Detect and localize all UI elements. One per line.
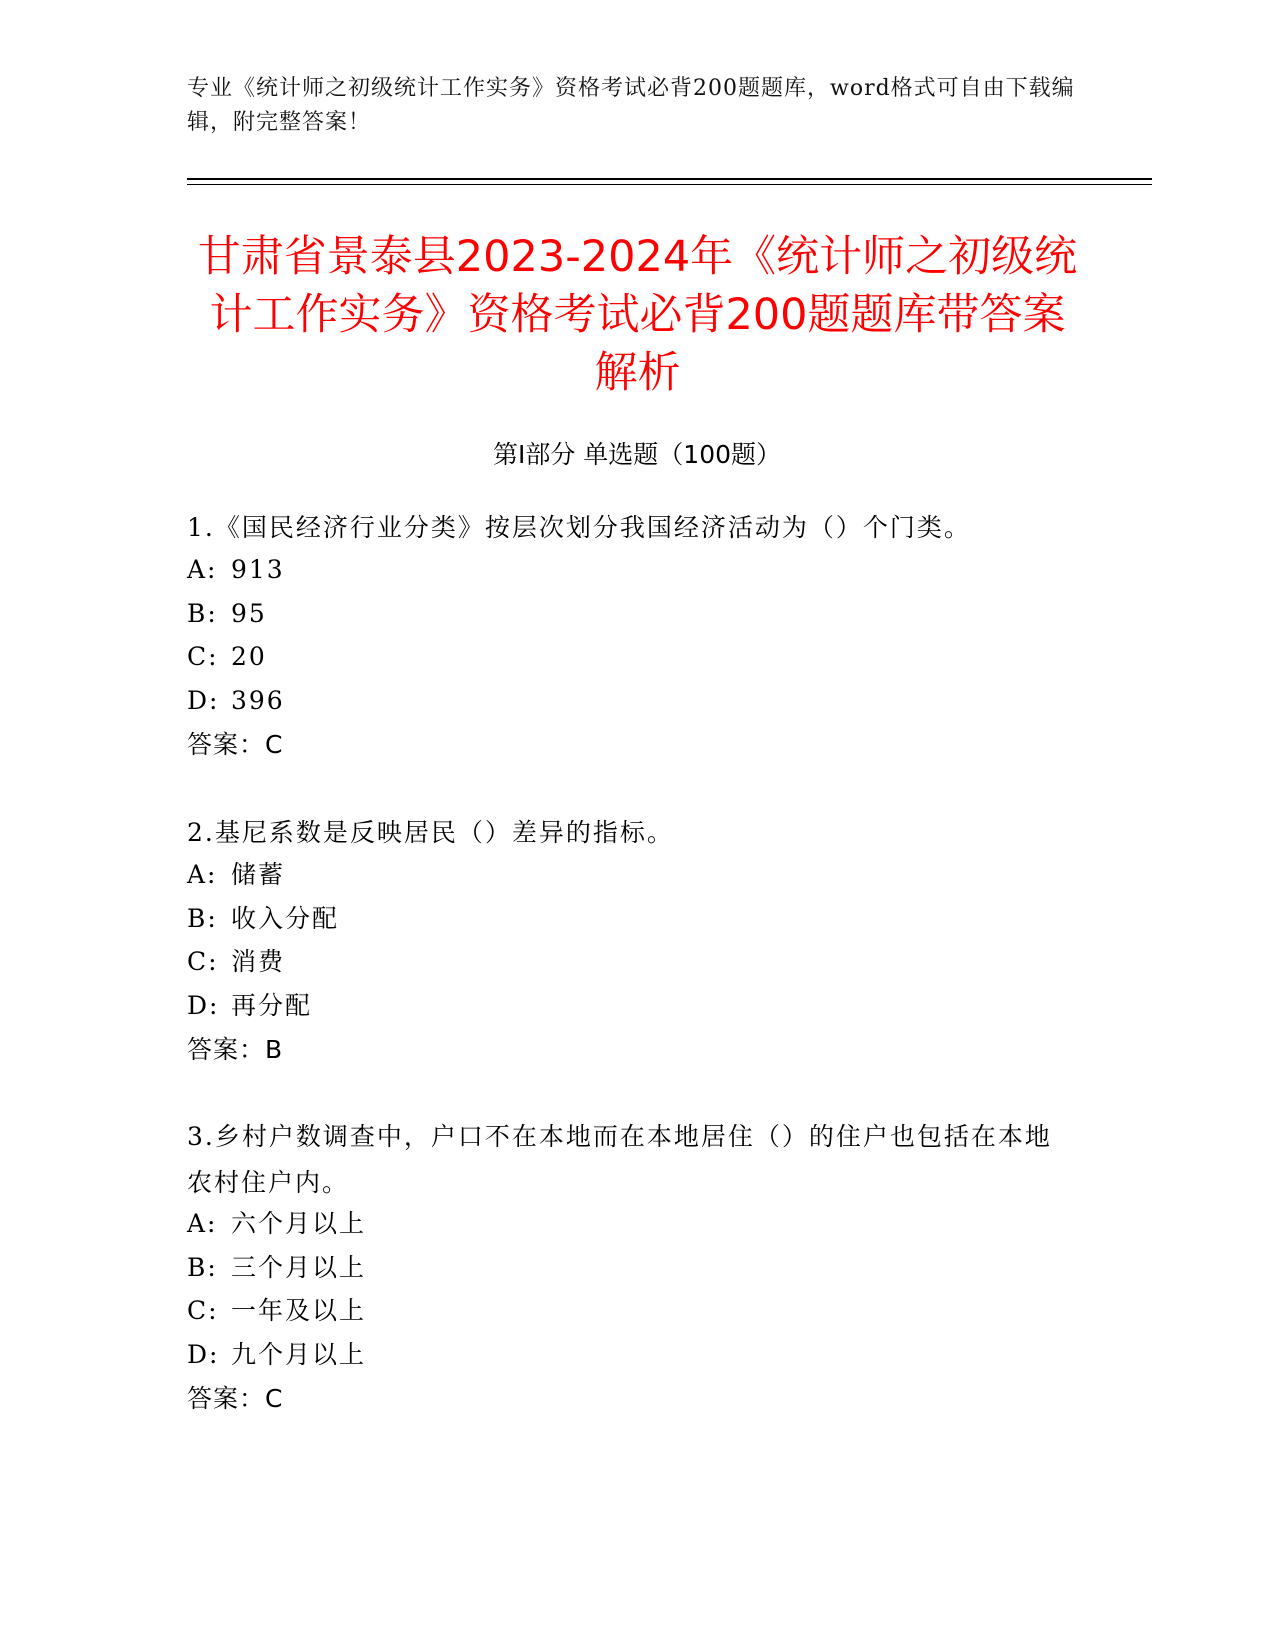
question-1-option-d — [187, 684, 285, 718]
question-1-option-c — [187, 640, 267, 674]
option-key: B: — [187, 904, 218, 933]
question-2-option-c — [187, 945, 285, 979]
question-1-answer: 答案：C — [187, 730, 284, 759]
option-text: 20 — [231, 642, 267, 671]
question-3-text: 3.乡村户数调查中，户口不在本地而在本地居住（）的住户也包括在本地农村住户内。 — [187, 1122, 1052, 1197]
question-1-option-b — [187, 597, 267, 631]
question-1-text: 1.《国民经济行业分类》按层次划分我国经济活动为（）个门类。 — [187, 513, 971, 542]
question-3-option-b — [187, 1251, 366, 1285]
option-text: 收入分配 — [231, 904, 340, 933]
option-key: D: — [187, 1340, 220, 1369]
option-key: A: — [187, 860, 218, 889]
question-1-option-a — [187, 553, 285, 587]
option-key: C: — [187, 642, 219, 671]
question-3-answer: 答案：C — [187, 1384, 284, 1413]
header-divider-thin — [187, 184, 1152, 185]
question-2-option-d — [187, 989, 312, 1023]
document-title: 甘肃省景泰县2023-2024年《统计师之初级统计工作实务》资格考试必背200题题库带答案解析 — [197, 232, 1078, 398]
option-text: 九个月以上 — [231, 1340, 367, 1369]
option-text: 储蓄 — [231, 860, 286, 889]
option-text: 913 — [231, 555, 285, 584]
section-title: 第Ⅰ部分 单选题（100题） — [492, 440, 782, 469]
question-2-text: 2.基尼系数是反映居民（）差异的指标。 — [187, 818, 674, 847]
option-key: C: — [187, 947, 219, 976]
question-3-option-c — [187, 1294, 366, 1328]
question-3-option-d — [187, 1338, 366, 1372]
option-key: C: — [187, 1296, 219, 1325]
option-key: A: — [187, 555, 218, 584]
option-text: 消费 — [231, 947, 286, 976]
option-text: 六个月以上 — [231, 1209, 367, 1238]
option-text: 再分配 — [231, 991, 313, 1020]
option-text: 396 — [231, 686, 285, 715]
option-text: 三个月以上 — [231, 1253, 367, 1282]
option-key: B: — [187, 599, 218, 628]
option-text: 95 — [231, 599, 267, 628]
question-3-option-a — [187, 1207, 366, 1241]
option-text: 一年及以上 — [231, 1296, 367, 1325]
header-divider-thick — [187, 178, 1152, 180]
option-key: B: — [187, 1253, 218, 1282]
option-key: D: — [187, 991, 220, 1020]
header-note: 专业《统计师之初级统计工作实务》资格考试必背200题题库，word格式可自由下载编辑，附完整答案！ — [187, 76, 1075, 135]
option-key: A: — [187, 1209, 218, 1238]
question-2-option-b — [187, 902, 339, 936]
question-2-answer: 答案：B — [187, 1035, 284, 1064]
option-key: D: — [187, 686, 220, 715]
question-2-option-a — [187, 858, 285, 892]
